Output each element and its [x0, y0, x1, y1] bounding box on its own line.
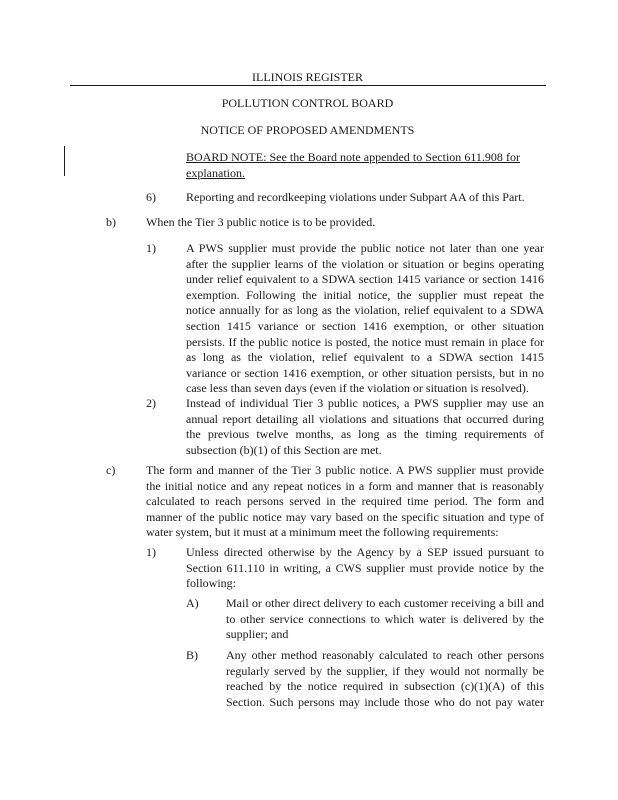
- header-rule: [70, 85, 546, 86]
- item-6-label: 6): [146, 190, 156, 204]
- item-c-text: The form and manner of the Tier 3 public notice. A PWS supplier must provide the initial notice and any repeat notices in a form and manner that is reasonably calculated to reach persons served in the required time period. The form and manner of the public notice may vary based on the specific situation and type of water system, but it must at a minimum meet the following requirements:: [146, 463, 544, 540]
- board-title: POLLUTION CONTROL BOARD: [221, 96, 394, 110]
- item-b1-label: 1): [146, 241, 156, 255]
- item-c1-text: Unless directed otherwise by the Agency by a SEP issued pursuant to Section 611.110 in writing, a CWS supplier must provide notice by the following:: [186, 545, 544, 591]
- item-c-label: c): [106, 463, 116, 477]
- board-note-line: explanation.: [186, 165, 245, 180]
- item-b-label: b): [106, 215, 116, 229]
- item-b1-text: A PWS supplier must provide the public notice not later than one year after the supplier learns of the violation or situation or begins operating under relief equivalent to a SDWA section 1415 variance or section 1416 exemption. Following the initial notice, the supplier must repeat the notice annually for as long as the violation, relief equivalent to a SDWA section 1415 variance or section 1416 exemption, or other situation persists. If the public notice is posted, the notice must remain in place for as long as the violation, relief equivalent to a SDWA section 1415 variance or section 1416 exemption, or other situation persists, but in no case less than seven days (even if the violation or situation is resolved).: [186, 241, 544, 396]
- item-b2-text: Instead of individual Tier 3 public notices, a PWS supplier may use an annual report detailing all violations and situations that occurred during the previous twelve months, as long as the timing requirements of subsection (b)(1) of this Section are met.: [186, 396, 544, 457]
- board-note: [186, 150, 520, 181]
- board-note-line: BOARD NOTE: See the Board note appended to Section 611.908 for: [186, 150, 520, 164]
- item-b-text: When the Tier 3 public notice is to be provided.: [146, 215, 376, 229]
- item-c1b-text: Any other method reasonably calculated to reach other persons regularly served by the supplier, if they would not normally be reached by the notice required in subsection (c)(1)(A) of this Section. Such persons may include those who do not pay water: [226, 648, 544, 709]
- item-c1-label: 1): [146, 545, 156, 559]
- item-b2-label: 2): [146, 396, 156, 410]
- revision-bar: [64, 146, 65, 176]
- register-title: ILLINOIS REGISTER: [252, 70, 363, 84]
- item-c1a-label: A): [186, 596, 199, 610]
- item-c1b-label: B): [186, 648, 198, 662]
- notice-title: NOTICE OF PROPOSED AMENDMENTS: [200, 123, 415, 137]
- item-c1a-text: Mail or other direct delivery to each customer receiving a bill and to other service connections to which water is delivered by the supplier; and: [226, 596, 544, 642]
- item-6-text: Reporting and recordkeeping violations under Subpart AA of this Part.: [186, 190, 525, 204]
